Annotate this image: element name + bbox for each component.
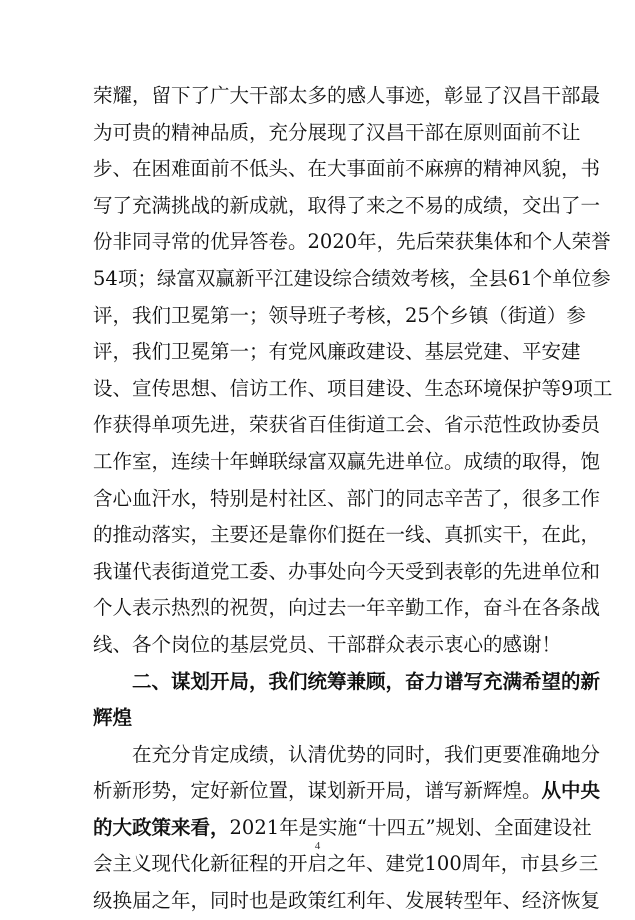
text-line: 评，我们卫冕第一；领导班子考核，25个乡镇（街道）参 xyxy=(93,303,586,327)
text-line: 我谨代表街道党工委、办事处向今天受到表彰的先进单位和 xyxy=(93,559,601,583)
text-line: 54项；绿富双赢新平江建设综合绩效考核，全县61个单位参 xyxy=(93,266,611,290)
text-line: 线、各个岗位的基层党员、干部群众表示衷心的感谢！ xyxy=(93,632,562,656)
section-heading-line: 二、谋划开局，我们统筹兼顾，奋力谱写充满希望的新 xyxy=(132,669,601,693)
text-line xyxy=(93,773,601,810)
text-line: 含心血汗水，特别是村社区、部门的同志辛苦了，很多工作 xyxy=(93,486,601,510)
text-line: 评，我们卫冕第一；有党风廉政建设、基层党建、平安建 xyxy=(93,340,581,364)
text-line: 荣耀，留下了广大干部太多的感人事迹，彰显了汉昌干部最 xyxy=(93,84,601,107)
bold-text-run: 从中央 xyxy=(541,779,601,803)
text-run: 析新形势，定好新位置，谋划新开局，谱写新辉煌。 xyxy=(93,779,542,803)
text-line: 个人表示热烈的祝贺，向过去一年辛勤工作，奋斗在各条战 xyxy=(93,596,601,620)
text-line: 在充分肯定成绩，认清优势的同时，我们更要准确地分 xyxy=(132,742,601,766)
text-line: 为可贵的精神品质，充分展现了汉昌干部在原则面前不让 xyxy=(93,120,581,144)
text-line: 份非同寻常的优异答卷。2020年，先后荣获集体和个人荣誉 xyxy=(93,230,611,254)
text-line: 设、宣传思想、信访工作、项目建设、生态环境保护等9项工 xyxy=(93,376,613,400)
text-line: 步、在困难面前不低头、在大事面前不麻痹的精神风貌，书 xyxy=(93,157,601,181)
text-run: 2021年是实施“十四五”规划、全面建设社 xyxy=(229,815,592,839)
page-number: 4 xyxy=(314,840,321,852)
text-line: 的推动落实，主要还是靠你们挺在一线、真抓实干，在此， xyxy=(93,523,601,547)
section-heading-line: 辉煌 xyxy=(93,706,133,730)
text-line: 作获得单项先进，荣获省百佳街道工会、省示范性政协委员 xyxy=(93,413,601,437)
bold-text-run: 的大政策来看， xyxy=(93,815,230,839)
paragraph-achievements xyxy=(93,78,613,920)
text-line: 工作室，连续十年蝉联绿富双赢先进单位。成绩的取得，饱 xyxy=(93,449,601,473)
text-line: 级换届之年，同时也是政策红利年、发展转型年、经济恢复 xyxy=(93,889,601,913)
text-line: 写了充满挑战的新成就，取得了来之不易的成绩，交出了一 xyxy=(93,193,601,217)
text-line: 会主义现代化新征程的开启之年、建党100周年，市县乡三 xyxy=(93,852,599,876)
